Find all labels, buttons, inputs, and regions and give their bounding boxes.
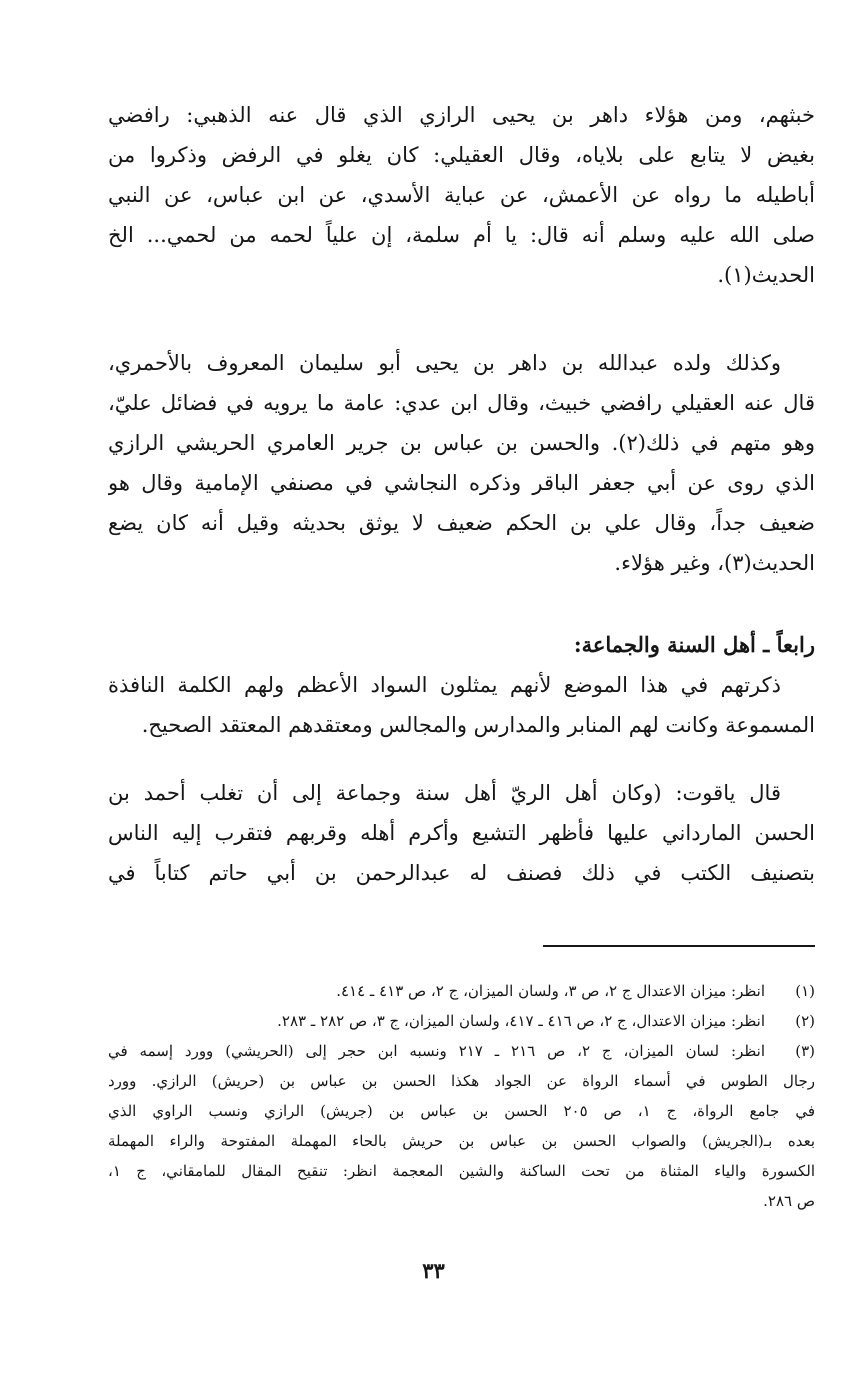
page-number: ٣٣ [422, 1258, 445, 1283]
text-line: بغيض لا يتابع على بلاياه، وقال العقيلي: كان يغلو في الرفض وذكروا من [108, 143, 815, 167]
footnote-number: (٢) [795, 1012, 815, 1030]
footnote-number: (١) [795, 982, 815, 1000]
text-line: وكذلك ولده عبدالله بن داهر بن يحيى أبو سليمان المعروف بالأحمري، [108, 351, 781, 375]
text-line: خبثهم، ومن هؤلاء داهر بن يحيى الرازي الذي قال عنه الذهبي: رافضي [108, 103, 815, 127]
footnote-line: انظر: ميزان الاعتدال ج ٢، ص ٣، ولسان الميزان، ج ٢، ص ٤١٣ ـ ٤١٤. [336, 982, 765, 1000]
text-line: بتصنيف الكتب في ذلك فصنف له عبدالرحمن بن أبي حاتم كتاباً في [108, 861, 815, 885]
text-line: أباطيله ما رواه عن الأعمش، عن عباية الأسدي، عن ابن عباس، عن النبي [108, 183, 815, 207]
paragraph-ahl-sunnah [108, 625, 815, 745]
footnote-separator [543, 945, 815, 947]
footnote-number: (٣) [795, 1042, 815, 1060]
footnote-line: رجال الطوس في أسماء الرواة عن الجواد هكذا الحسن بن عباس بن (حريش) الرازي. وورد [108, 1072, 815, 1090]
footnote-line: ص ٢٨٦. [763, 1192, 815, 1210]
text-line: ذكرتهم في هذا الموضع لأنهم يمثلون السواد الأعظم ولهم الكلمة النافذة [108, 673, 781, 697]
footnotes [108, 976, 815, 1216]
text-line: الذي روى عن أبي جعفر الباقر وذكره النجاشي في مصنفي الإمامية وقال هو [108, 471, 815, 495]
text-line: الحسن المارداني عليها فأظهر التشيع وأكرم أهله وقربهم فتقرب إليه الناس [108, 821, 815, 845]
section-heading: رابعاً ـ أهل السنة والجماعة: [573, 632, 815, 657]
footnote-line: الكسورة والياء المثناة من تحت الساكنة والشين المعجمة انظر: تنقيح المقال للمامقاني، ج ١، [108, 1162, 815, 1180]
text-line: قال ياقوت: (وكان أهل الريّ أهل سنة وجماعة إلى أن تغلب أحمد بن [108, 781, 781, 805]
text-line: الحديث(٣)، وغير هؤلاء. [614, 551, 815, 575]
paragraph-abdullah [108, 343, 815, 583]
paragraph-daher [108, 95, 815, 295]
text-line: ضعيف جداً، وقال علي بن الحكم ضعيف لا يوثق بحديثه وقيل أنه كان يضع [108, 511, 815, 535]
paragraph-yaqut [108, 773, 815, 893]
text-line: صلى الله عليه وسلم أنه قال: يا أم سلمة، إن علياً لحمه من لحمي... الخ [108, 223, 815, 247]
footnote-line: انظر: ميزان الاعتدال، ج ٢، ص ٤١٦ ـ ٤١٧، ولسان الميزان، ج ٣، ص ٢٨٢ ـ ٢٨٣. [277, 1012, 765, 1030]
text-line: الحديث(١). [717, 263, 815, 287]
text-line: قال عنه العقيلي رافضي خبيث، وقال ابن عدي: عامة ما يرويه في فضائل عليّ، [108, 391, 815, 415]
text-line: وهو متهم في ذلك(٢). والحسن بن عباس بن جرير العامري الحريشي الرازي [108, 431, 815, 455]
footnote-line: انظر: لسان الميزان، ج ٢، ص ٢١٦ ـ ٢١٧ ونسبه ابن حجر إلى (الحريشي) وورد إسمه في [108, 1042, 765, 1060]
footnote-line: في جامع الرواة، ج ١، ص ٢٠٥ الحسن بن عباس بن (جريش) الرازي ونسب الراوي الذي [108, 1102, 815, 1120]
footnote-line: بعده بـ(الجريش) والصواب الحسن بن عباس بن حريش بالحاء المهملة المفتوحة والراء المهملة [108, 1132, 815, 1150]
text-line: المسموعة وكانت لهم المنابر والمدارس والمجالس ومعتقدهم المعتقد الصحيح. [141, 713, 815, 737]
footnote [108, 976, 815, 1006]
footnote [108, 1036, 815, 1066]
footnote [108, 1006, 815, 1036]
